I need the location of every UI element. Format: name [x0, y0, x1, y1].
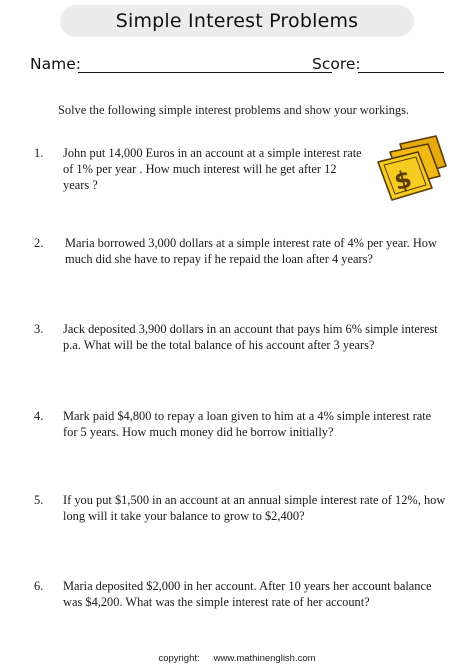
- problem-number: 1.: [34, 146, 44, 160]
- problem-text: Mark paid $4,800 to repay a loan given to him at a 4% simple interest rate for 5 years. How much money did he borrow initially?: [63, 409, 432, 439]
- problem-text: Maria deposited $2,000 in her account. After 10 years her account balance was $4,200. What was the simple interest rate of her account?: [63, 579, 432, 609]
- score-field-line: [358, 72, 444, 73]
- problem-number: 6.: [34, 579, 44, 593]
- page-title: Simple Interest Problems: [115, 10, 359, 32]
- problem-text: If you put $1,500 in an account at an annual simple interest rate of 12%, how long will it take your balance to grow to $2,400?: [63, 493, 446, 523]
- problem-text: John put 14,000 Euros in an account at a simple interest rate of 1% per year . How much interest will he get after 12 years ?: [63, 146, 362, 192]
- name-field-line: [78, 72, 332, 73]
- problem-number: 2.: [34, 236, 44, 250]
- site-url: www.mathinenglish.com: [213, 653, 316, 664]
- score-label: Score:: [312, 55, 361, 73]
- instructions: Solve the following simple interest problems and show your workings.: [58, 103, 410, 117]
- problem-number: 4.: [34, 409, 44, 423]
- problem-text: Jack deposited 3,900 dollars in an account that pays him 6% simple interest p.a. What will be the total balance of his account after 3 years?: [63, 322, 438, 352]
- name-score-row: [30, 55, 450, 77]
- svg-text:$: $: [391, 164, 415, 197]
- name-label: Name:: [30, 55, 81, 73]
- problem-text: Maria borrowed 3,000 dollars at a simple interest rate of 4% per year. How much did she have to repay if he repaid the loan after 4 years?: [65, 236, 437, 266]
- title-bar: [60, 5, 414, 37]
- problem-number: 3.: [34, 322, 44, 336]
- money-bills-icon: [370, 132, 450, 212]
- footer: [0, 653, 474, 664]
- copyright-label: copyright:: [158, 653, 200, 664]
- problem-number: 5.: [34, 493, 44, 507]
